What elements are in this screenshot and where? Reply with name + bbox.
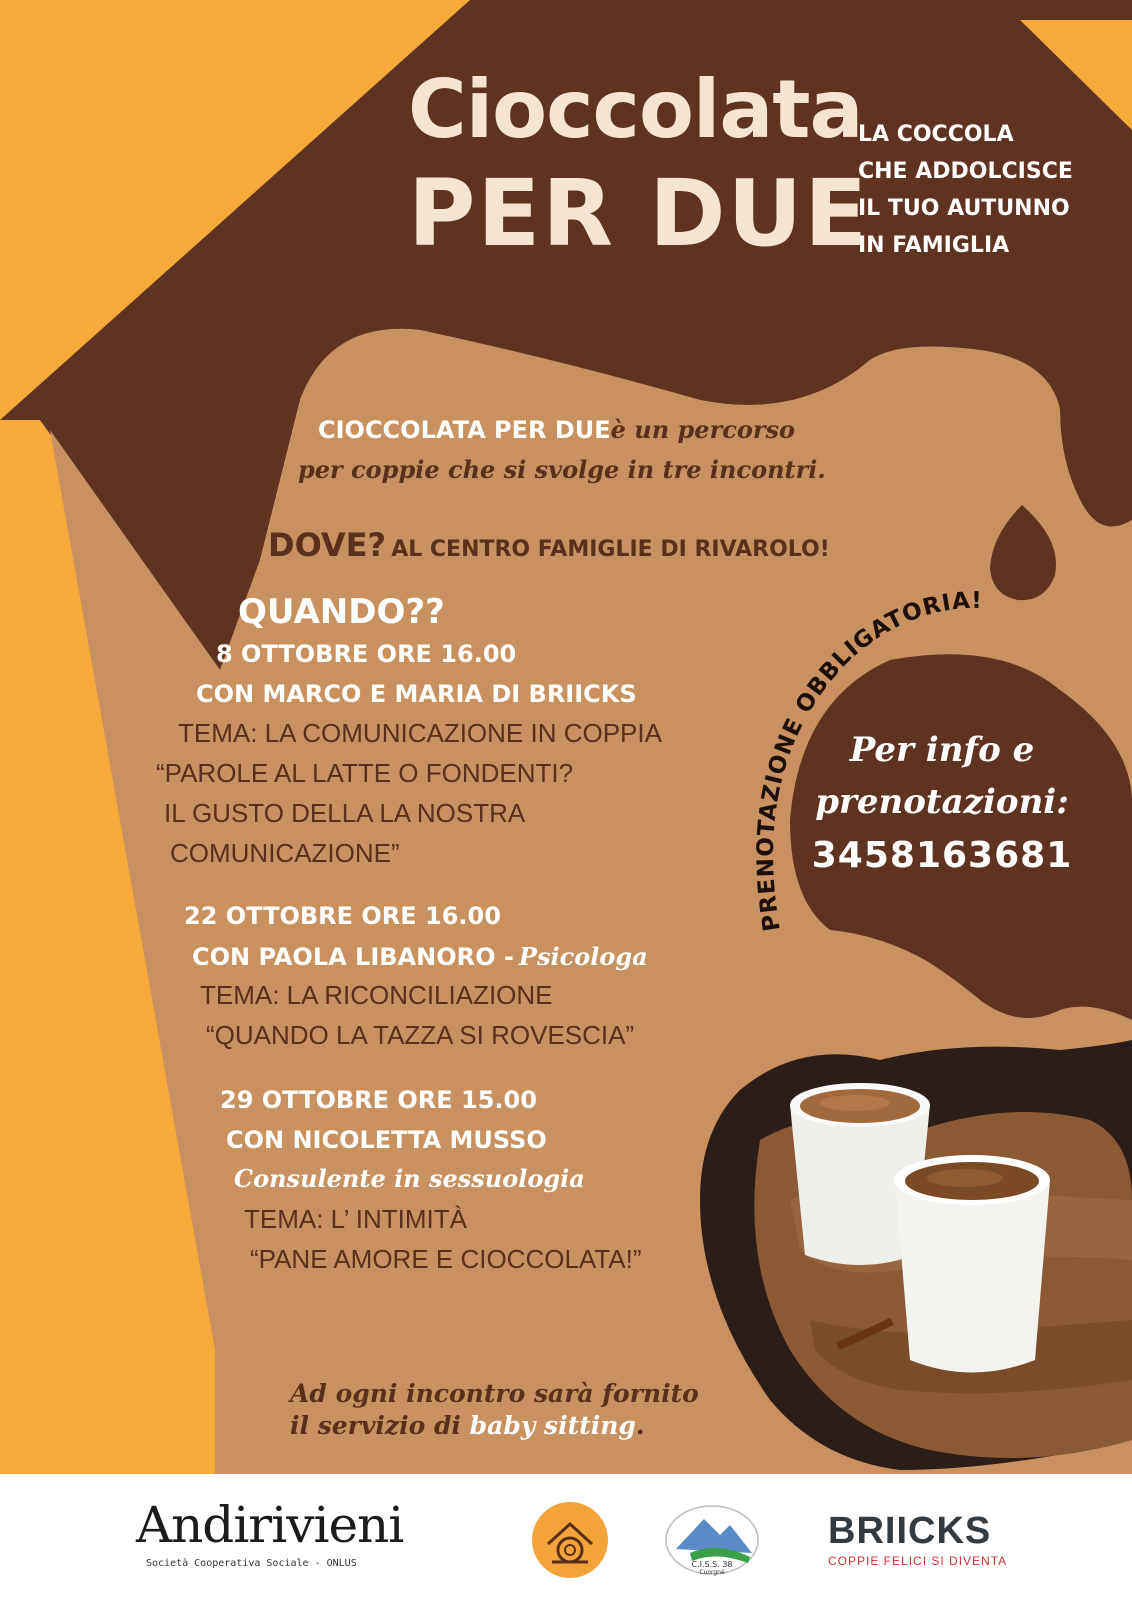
andirivieni-subtitle: Società Cooperativa Sociale - ONLUS <box>146 1558 357 1569</box>
intro-line-2: per coppie che si svolge in tre incontri. <box>298 455 826 484</box>
event-3-date: 29 OTTOBRE ORE 15.00 <box>220 1086 537 1114</box>
tagline-line: IL TUO AUTUNNO <box>858 196 1070 221</box>
bricks-tagline: COPPIE FELICI SI DIVENTA <box>828 1554 1008 1568</box>
stamp-text-path: PRENOTAZIONE OBBLIGATORIA! <box>752 590 983 934</box>
bricks-logo <box>828 1512 1007 1568</box>
event-3-quote: “PANE AMORE E CIOCCOLATA!” <box>250 1244 642 1274</box>
event-1-with: CON MARCO E MARIA DI BRIICKS <box>196 680 637 708</box>
dove-answer: AL CENTRO FAMIGLIE DI RIVAROLO! <box>391 537 830 562</box>
phone-number[interactable]: 3458163681 <box>811 835 1073 876</box>
event-3-with: CON NICOLETTA MUSSO <box>226 1126 547 1154</box>
intro-text <box>298 410 826 490</box>
event-1-quote-1: “PAROLE AL LATTE O FONDENTI? <box>156 758 574 788</box>
ciss38-logo <box>662 1503 762 1578</box>
event-2-with-line <box>192 942 648 971</box>
ciss38-text: C.I.S.S. 38 <box>691 1560 733 1569</box>
cup-right <box>894 1155 1050 1373</box>
andirivieni-logo <box>136 1496 404 1569</box>
info-line-1: Per info e <box>849 730 1035 770</box>
bricks-name: BRIICKS <box>828 1510 992 1552</box>
ciss38-sub: Cuorgnè <box>699 1569 725 1576</box>
baby-line-2-post: . <box>635 1411 645 1440</box>
event-3-role: Consulente in sessuologia <box>234 1164 585 1193</box>
event-1-quote-3: COMUNICAZIONE” <box>170 838 400 868</box>
intro-bold: CIOCCOLATA PER DUE <box>318 416 611 444</box>
info-box <box>792 724 1092 884</box>
title-line-1: Cioccolata <box>408 63 863 156</box>
event-1-date: 8 OTTOBRE ORE 16.00 <box>216 640 517 668</box>
event-2-quote: “QUANDO LA TAZZA SI ROVESCIA” <box>206 1020 635 1050</box>
tagline-line: IN FAMIGLIA <box>858 233 1010 258</box>
info-line-2: prenotazioni: <box>815 782 1069 822</box>
tagline-line: LA COCCOLA <box>858 122 1014 147</box>
intro-rest: è un percorso <box>610 415 795 444</box>
baby-line-2-pre: il servizio di <box>290 1411 470 1440</box>
dove-label: DOVE? <box>268 526 387 564</box>
snail-house-logo <box>530 1500 610 1580</box>
baby-sitting-note <box>290 1378 699 1442</box>
baby-line-1: Ad ogni incontro sarà fornito <box>290 1379 699 1408</box>
event-2-tema: TEMA: LA RICONCILIAZIONE <box>200 980 553 1010</box>
event-2-role: Psicologa <box>518 942 648 971</box>
quando-label: QUANDO?? <box>238 592 445 632</box>
tagline <box>858 116 1073 264</box>
baby-sitting-highlight: baby sitting <box>469 1411 636 1440</box>
event-2-date: 22 OTTOBRE ORE 16.00 <box>184 902 501 930</box>
event-1-tema: TEMA: LA COMUNICAZIONE IN COPPIA <box>178 718 662 748</box>
dove-section <box>268 526 830 564</box>
andirivieni-name: Andirivieni <box>136 1496 404 1554</box>
event-3-tema: TEMA: L’ INTIMITÀ <box>244 1204 467 1234</box>
event-2-with: CON PAOLA LIBANORO - <box>192 943 514 971</box>
title-line-2: PER DUE <box>408 160 870 267</box>
event-1-quote-2: IL GUSTO DELLA LA NOSTRA <box>164 798 526 828</box>
tagline-line: CHE ADDOLCISCE <box>858 159 1073 184</box>
